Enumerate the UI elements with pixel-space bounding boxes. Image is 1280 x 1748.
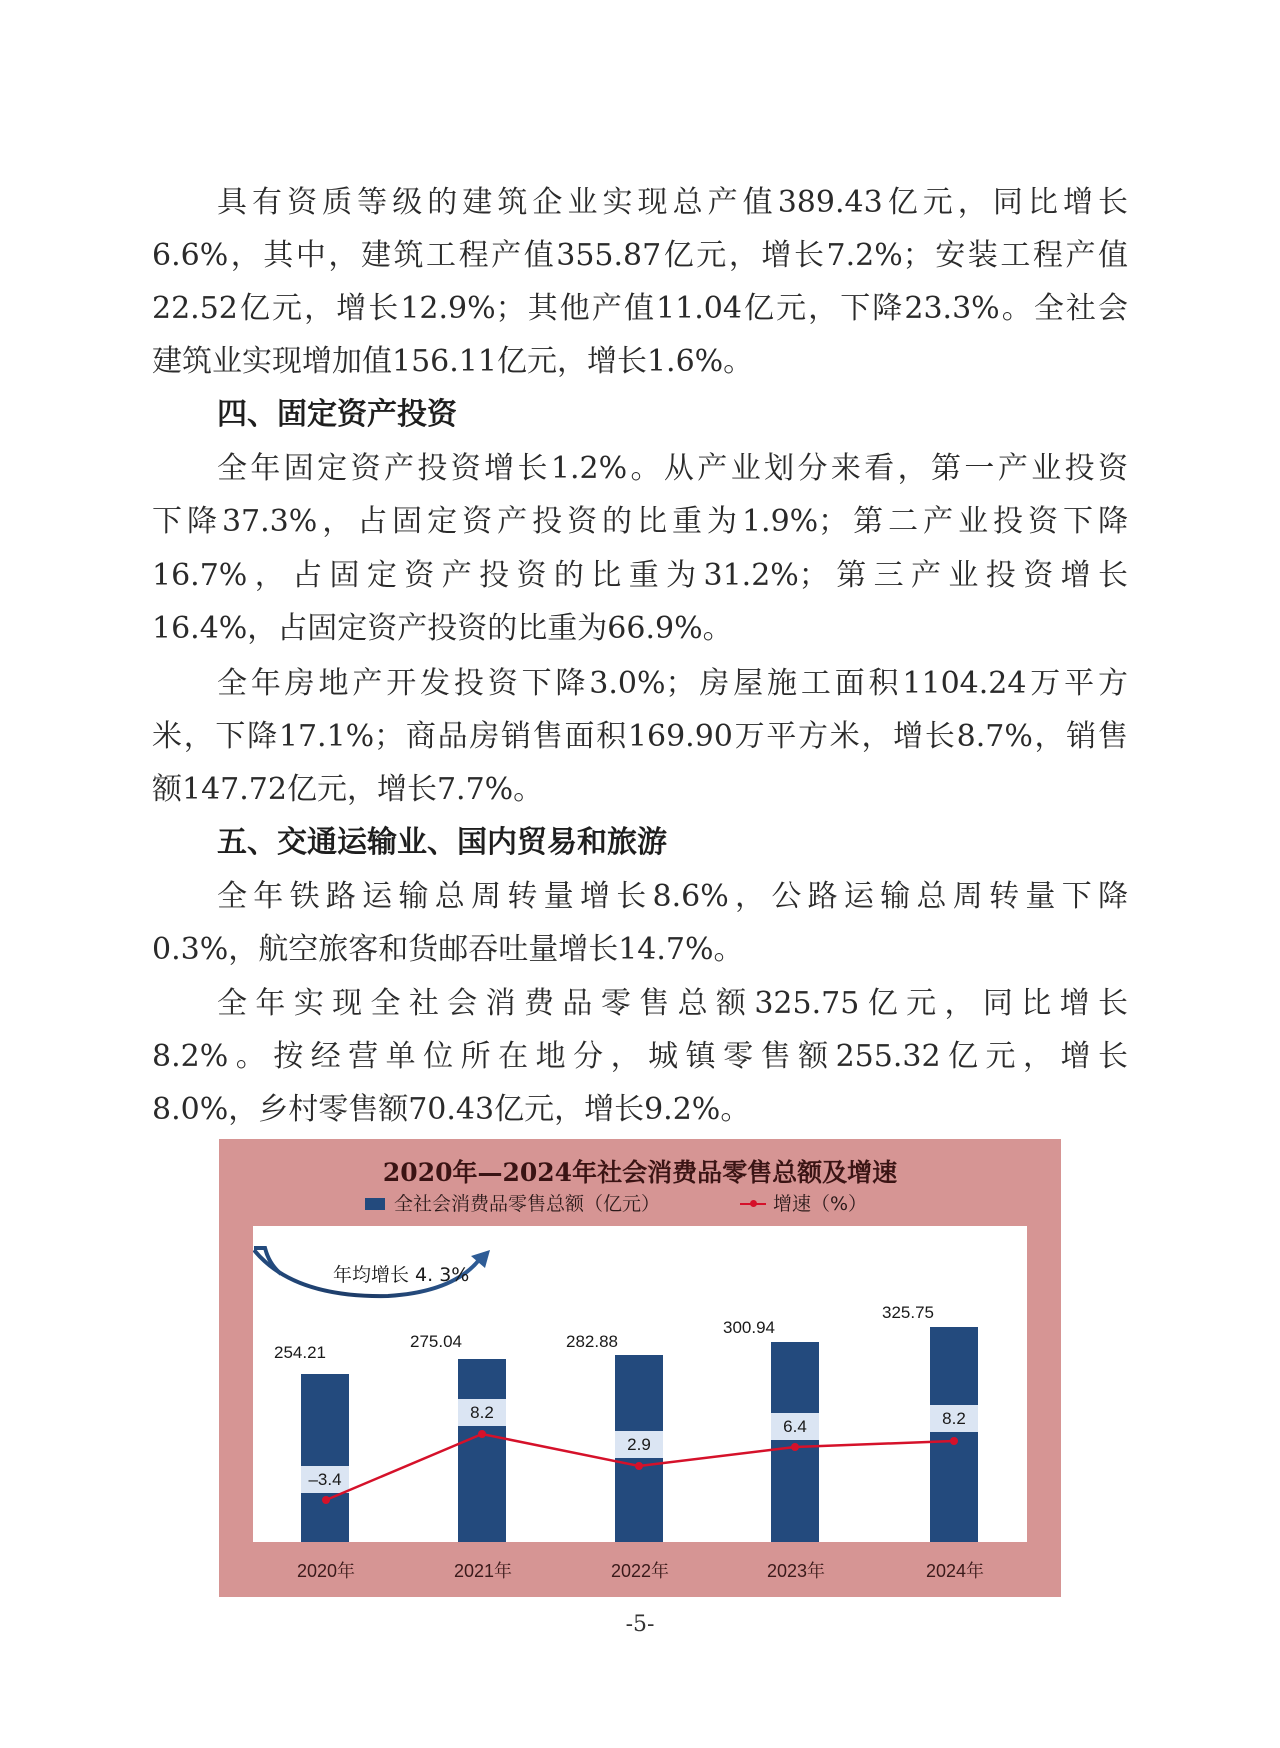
legend-item-total-sales <box>365 1189 660 1219</box>
x-axis-label: 2020年 <box>296 1561 356 1581</box>
legend-label: 全社会消费品零售总额（亿元） <box>394 1193 661 1215</box>
paragraph-line: 下降37.3%，占固定资产投资的比重为1.9%；第二产业投资下降 <box>152 504 1128 539</box>
paragraph-line: 全年房地产开发投资下降3.0%；房屋施工面积1104.24万平方 <box>217 666 1128 701</box>
rate-label: 8.2 <box>930 1405 978 1432</box>
retail-sales-chart <box>219 1139 1061 1597</box>
bar-value-label: 275.04 <box>410 1332 462 1351</box>
bar-value-label: 300.94 <box>723 1318 775 1337</box>
growth-rate-line <box>253 1226 1027 1542</box>
rate-label: 8.2 <box>458 1399 506 1426</box>
paragraph-line: 8.0%，乡村零售额70.43亿元，增长9.2%。 <box>152 1092 751 1127</box>
average-growth-annotation: 年均增长 4. 3% <box>333 1264 470 1286</box>
rate-label: –3.4 <box>301 1466 349 1493</box>
x-axis-label: 2022年 <box>610 1561 670 1581</box>
rate-label: 6.4 <box>771 1413 819 1440</box>
paragraph-line: 建筑业实现增加值156.11亿元，增长1.6%。 <box>152 344 754 379</box>
paragraph-line: 22.52亿元，增长12.9%；其他产值11.04亿元，下降23.3%。全社会 <box>152 291 1128 326</box>
paragraph-line: 全年铁路运输总周转量增长8.6%，公路运输总周转量下降 <box>217 879 1128 914</box>
x-axis-label: 2021年 <box>453 1561 513 1581</box>
paragraph-line: 0.3%，航空旅客和货邮吞吐量增长14.7%。 <box>152 932 744 967</box>
section-heading-fixed-asset-investment: 四、固定资产投资 <box>217 397 457 432</box>
chart-title: 2020年—2024年社会消费品零售总额及增速 <box>382 1158 898 1187</box>
page-number: -5- <box>625 1612 655 1637</box>
paragraph-line: 6.6%，其中，建筑工程产值355.87亿元，增长7.2%；安装工程产值 <box>152 238 1128 273</box>
rate-label: 2.9 <box>615 1431 663 1458</box>
x-axis-label: 2023年 <box>766 1561 826 1581</box>
legend-label: 增速（%） <box>773 1193 868 1215</box>
bar-value-label: 282.88 <box>566 1332 618 1351</box>
chart-legend <box>219 1189 1061 1219</box>
line-marker-icon <box>740 1203 766 1205</box>
plot-area <box>253 1226 1027 1542</box>
bar-swatch-icon <box>365 1198 385 1210</box>
paragraph-line: 具有资质等级的建筑企业实现总产值389.43亿元，同比增长 <box>217 185 1128 220</box>
paragraph-line: 16.7%，占固定资产投资的比重为31.2%；第三产业投资增长 <box>152 558 1128 593</box>
bar-value-label: 325.75 <box>882 1303 934 1322</box>
paragraph-line: 8.2%。按经营单位所在地分，城镇零售额255.32亿元，增长 <box>152 1039 1128 1074</box>
paragraph-line: 额147.72亿元，增长7.7%。 <box>152 772 544 807</box>
paragraph-line: 米，下降17.1%；商品房销售面积169.90万平方米，增长8.7%，销售 <box>152 719 1128 754</box>
x-axis-label: 2024年 <box>925 1561 985 1581</box>
legend-item-growth-rate <box>740 1189 867 1219</box>
bar-value-label: 254.21 <box>274 1343 326 1362</box>
paragraph-line: 16.4%，占固定资产投资的比重为66.9%。 <box>152 611 733 646</box>
paragraph-line: 全年实现全社会消费品零售总额325.75亿元，同比增长 <box>217 986 1128 1021</box>
paragraph-line: 全年固定资产投资增长1.2%。从产业划分来看，第一产业投资 <box>217 451 1128 486</box>
section-heading-transport-trade-tourism: 五、交通运输业、国内贸易和旅游 <box>217 825 667 860</box>
